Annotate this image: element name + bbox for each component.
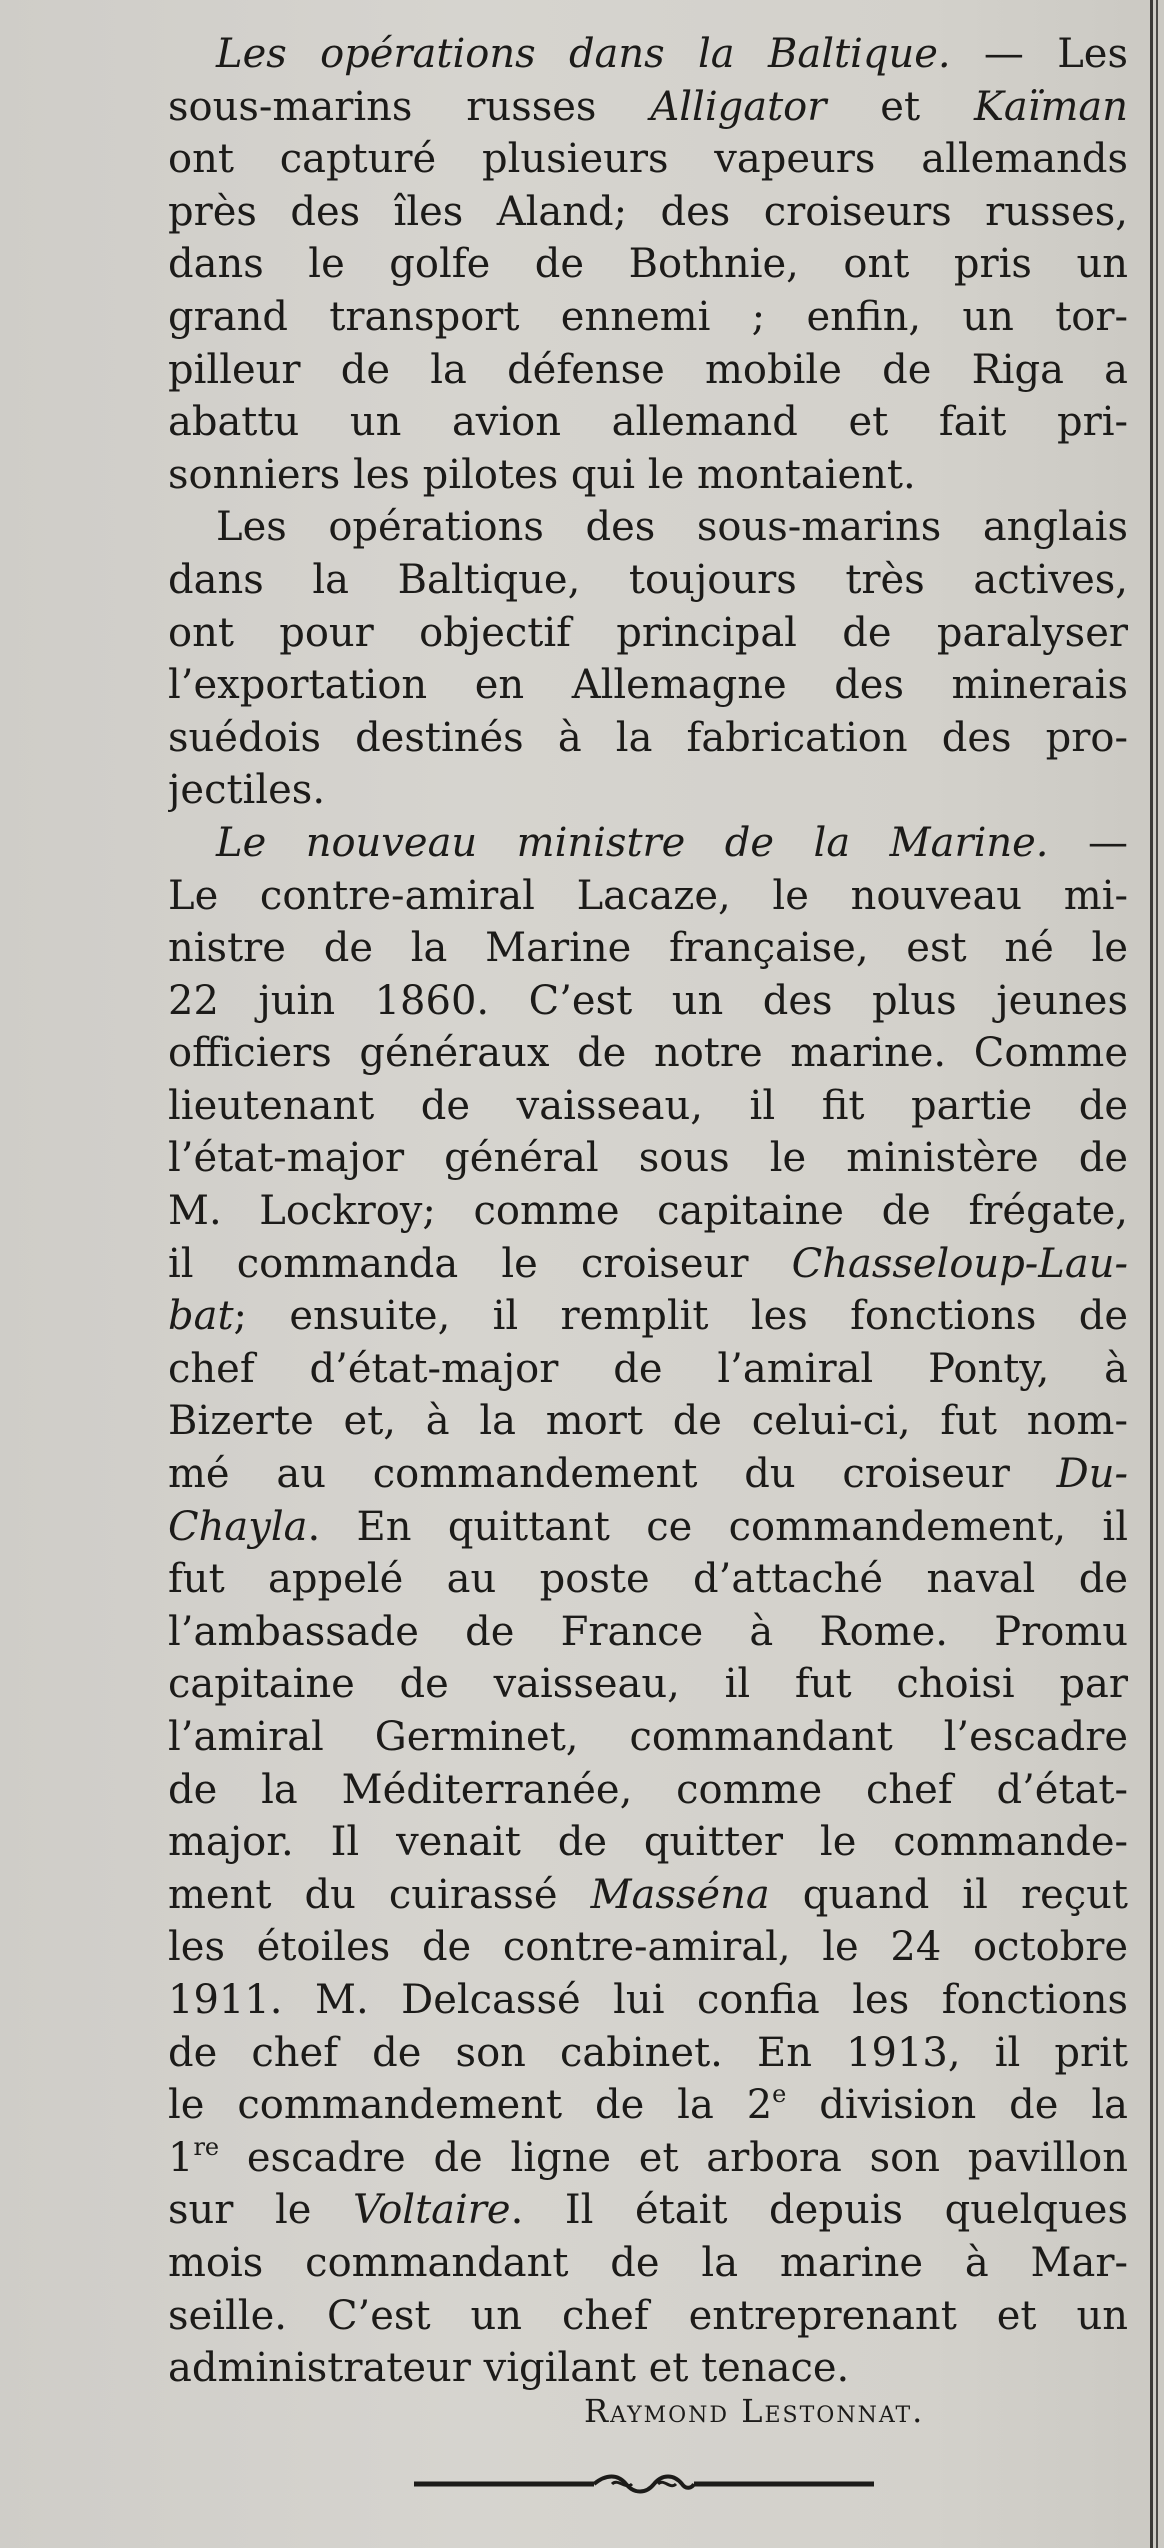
article-1-line: pilleur de la défense mobile de Riga a bbox=[168, 346, 1128, 393]
article-1-line: près des îles Aland; des croiseurs russes, bbox=[168, 188, 1128, 235]
article-1-line bbox=[168, 81, 1128, 134]
article-1-title: Les opérations dans la Baltique. bbox=[216, 31, 951, 77]
article-2-line: seille. C’est un chef entreprenant et un bbox=[168, 2292, 1128, 2339]
text-run: et bbox=[826, 83, 974, 130]
article-2-line: de la Méditerranée, comme chef d’état- bbox=[168, 1766, 1128, 1813]
article-2-line bbox=[168, 2184, 1128, 2237]
article-2-line: fut appelé au poste d’attaché naval de bbox=[168, 1556, 1128, 1603]
text-run: mé au commandement du croiseur bbox=[168, 1451, 1057, 1498]
article-2-dash: — bbox=[1048, 819, 1128, 866]
article-1-dash: — Les bbox=[950, 31, 1128, 77]
article-1-para2-line: l’exportation en Allemagne des minerais bbox=[168, 662, 1128, 709]
ship-name: Kaïman bbox=[973, 83, 1128, 130]
column-rule bbox=[1150, 0, 1153, 2548]
text-run: sous-marins russes bbox=[168, 83, 651, 130]
article-1-line: abattu un avion allemand et fait pri- bbox=[168, 399, 1128, 446]
article-2-line bbox=[168, 1501, 1128, 1554]
text-run: escadre de ligne et arbora son pavillon bbox=[219, 2134, 1128, 2181]
article-1-para2-line: suédois destinés à la fabrication des pro- bbox=[168, 714, 1128, 761]
ship-name: Voltaire bbox=[353, 2187, 511, 2234]
column-rule-inner bbox=[1156, 0, 1158, 2548]
article-2-line bbox=[168, 1869, 1128, 1922]
article-2-line bbox=[168, 2079, 1128, 2132]
article-2-line bbox=[168, 1448, 1128, 1501]
text-run: . En quittant ce commandement, il bbox=[307, 1503, 1128, 1550]
article-1-para2-line: Les opérations des sous-marins anglais bbox=[216, 504, 1128, 551]
article-2-line: mois commandant de la marine à Mar- bbox=[168, 2239, 1128, 2286]
article-2-line: lieutenant de vaisseau, il fit partie de bbox=[168, 1082, 1128, 1129]
article-2-title: Le nouveau ministre de la Marine. bbox=[216, 819, 1049, 866]
text-run: le commandement de la 2 bbox=[168, 2082, 773, 2129]
ordinal-superscript: re bbox=[193, 2132, 220, 2161]
article-2-line: 22 juin 1860. C’est un des plus jeunes bbox=[168, 977, 1128, 1024]
author-signature: Raymond Lestonnat. bbox=[584, 2392, 925, 2430]
text-run: . Il était depuis quelques bbox=[510, 2187, 1128, 2234]
article-1-line: sonniers les pilotes qui le montaient. bbox=[168, 451, 916, 498]
article-1-para2-line: jectiles. bbox=[168, 767, 326, 814]
article-2-line: 1911. M. Delcassé lui confia les fonctions bbox=[168, 1976, 1128, 2023]
ship-name: Chasseloup-Lau- bbox=[791, 1240, 1128, 1287]
article-2-line: l’amiral Germinet, commandant l’escadre bbox=[168, 1714, 1128, 1760]
article-2-line: de chef de son cabinet. En 1913, il prit bbox=[168, 2029, 1128, 2076]
text-run: ; ensuite, il remplit les fonctions de bbox=[233, 1293, 1128, 1340]
article-2-line: capitaine de vaisseau, il fut choisi par bbox=[168, 1661, 1128, 1708]
article-1-para2-line: ont pour objectif principal de paralyser bbox=[168, 609, 1128, 656]
article-2-line: l’ambassade de France à Rome. Promu bbox=[168, 1608, 1128, 1655]
article-1-line: ont capturé plusieurs vapeurs allemands bbox=[168, 136, 1128, 183]
text-run: division de la bbox=[786, 2082, 1128, 2129]
article-2-line bbox=[168, 1290, 1128, 1343]
article-2-line: officiers généraux de notre marine. Comme bbox=[168, 1030, 1128, 1077]
article-1-line: grand transport ennemi ; enfin, un tor- bbox=[168, 293, 1128, 340]
ordinal-superscript: e bbox=[772, 2080, 787, 2109]
article-2-line: Bizerte et, à la mort de celui-ci, fut nom- bbox=[168, 1398, 1128, 1445]
text-run: 1 bbox=[168, 2134, 194, 2181]
article-2-line: administrateur vigilant et tenace. bbox=[168, 2345, 850, 2392]
text-run: ment du cuirassé bbox=[168, 1871, 591, 1918]
ornament-divider-icon bbox=[414, 2472, 874, 2496]
article-2-line: Le contre-amiral Lacaze, le nouveau mi- bbox=[168, 872, 1128, 919]
article-2-line: l’état-major général sous le ministère de bbox=[168, 1135, 1128, 1182]
article-2-line: chef d’état-major de l’amiral Ponty, à bbox=[168, 1345, 1128, 1392]
text-run: sur le bbox=[168, 2187, 353, 2234]
text-run: quand il reçut bbox=[769, 1871, 1128, 1918]
text-run: il commanda le croiseur bbox=[168, 1240, 792, 1287]
article-1-para2-line: dans la Baltique, toujours très actives, bbox=[168, 556, 1128, 603]
ship-name: bat bbox=[168, 1293, 234, 1340]
article-2-first-line bbox=[168, 817, 1128, 870]
article-2-line: M. Lockroy; comme capitaine de frégate, bbox=[168, 1188, 1128, 1235]
ship-name: Masséna bbox=[590, 1871, 770, 1918]
article-1-line: dans le golfe de Bothnie, ont pris un bbox=[168, 241, 1128, 288]
article-2-line bbox=[168, 2132, 1128, 2185]
ship-name: Chayla bbox=[168, 1503, 308, 1550]
article-column bbox=[168, 28, 1128, 2395]
article-1-first-line bbox=[168, 28, 1128, 81]
article-2-line: major. Il venait de quitter le commande- bbox=[168, 1819, 1128, 1866]
ship-name: Alligator bbox=[650, 83, 827, 130]
ship-name: Du- bbox=[1056, 1451, 1128, 1498]
article-2-line bbox=[168, 1238, 1128, 1291]
article-2-line: les étoiles de contre-amiral, le 24 octobre bbox=[168, 1924, 1128, 1971]
article-2-line: nistre de la Marine française, est né le bbox=[168, 925, 1128, 972]
